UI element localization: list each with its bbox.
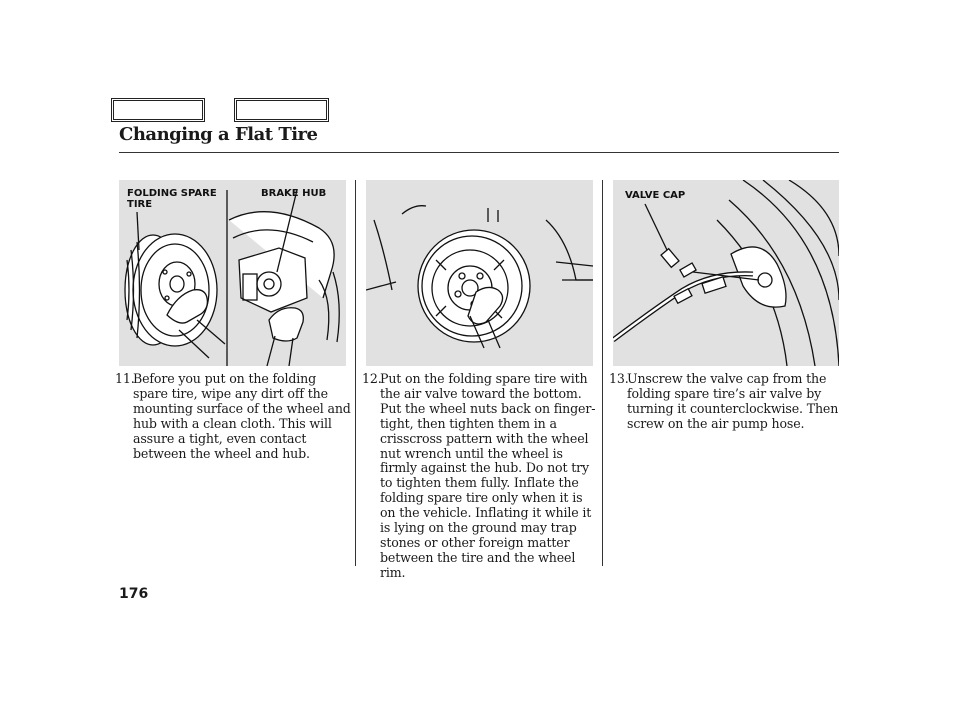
- step-text: Put on the folding spare tire with the air valve toward the bottom. Put the wheel nuts back on finger- tight, then tighten them in a crisscross pattern with the wheel nut wrench until the wheel is firmly against the hub. Do not try to tighten them fully. Inflate the folding spare tire only when it is on the vehicle. Inflating it while it is lying on the ground may trap stones or other foreign matter between the tire and the wheel rim.: [380, 371, 596, 580]
- page-number: 176: [119, 586, 149, 602]
- step-number: 12.: [362, 371, 382, 386]
- title-rule: [119, 152, 839, 153]
- column-divider-2: [602, 180, 603, 566]
- page-title: Changing a Flat Tire: [119, 124, 318, 145]
- nav-tab-box-1[interactable]: [111, 98, 205, 122]
- step-text: Unscrew the valve cap from the folding spare tire’s air valve by turning it counterclockwise. Then screw on the air pump hose.: [627, 371, 839, 431]
- label-valve-cap: VALVE CAP: [625, 190, 686, 201]
- step-number: 13.: [609, 371, 629, 386]
- figure-wipe-hub: [119, 180, 346, 366]
- label-folding-spare-tire: FOLDING SPARE TIRE: [127, 188, 217, 210]
- instruction-step-12: [362, 372, 598, 581]
- nav-tab-box-2[interactable]: [234, 98, 329, 122]
- column-divider-1: [355, 180, 356, 566]
- instruction-step-11: [115, 372, 351, 461]
- figure-tighten-nuts: [366, 180, 593, 366]
- step-text: Before you put on the folding spare tire, wipe any dirt off the mounting surface of the wheel and hub with a clean cloth. This will assure a tight, even contact between the wheel and hub.: [133, 371, 351, 461]
- figure-valve-cap: [613, 180, 839, 366]
- step-number: 11.: [115, 371, 135, 386]
- illustration-air-pump-hose: [613, 180, 839, 366]
- illustration-tighten-wheel-nuts: [366, 180, 593, 366]
- label-brake-hub: BRAKE HUB: [261, 188, 327, 199]
- instruction-step-13: [609, 372, 845, 432]
